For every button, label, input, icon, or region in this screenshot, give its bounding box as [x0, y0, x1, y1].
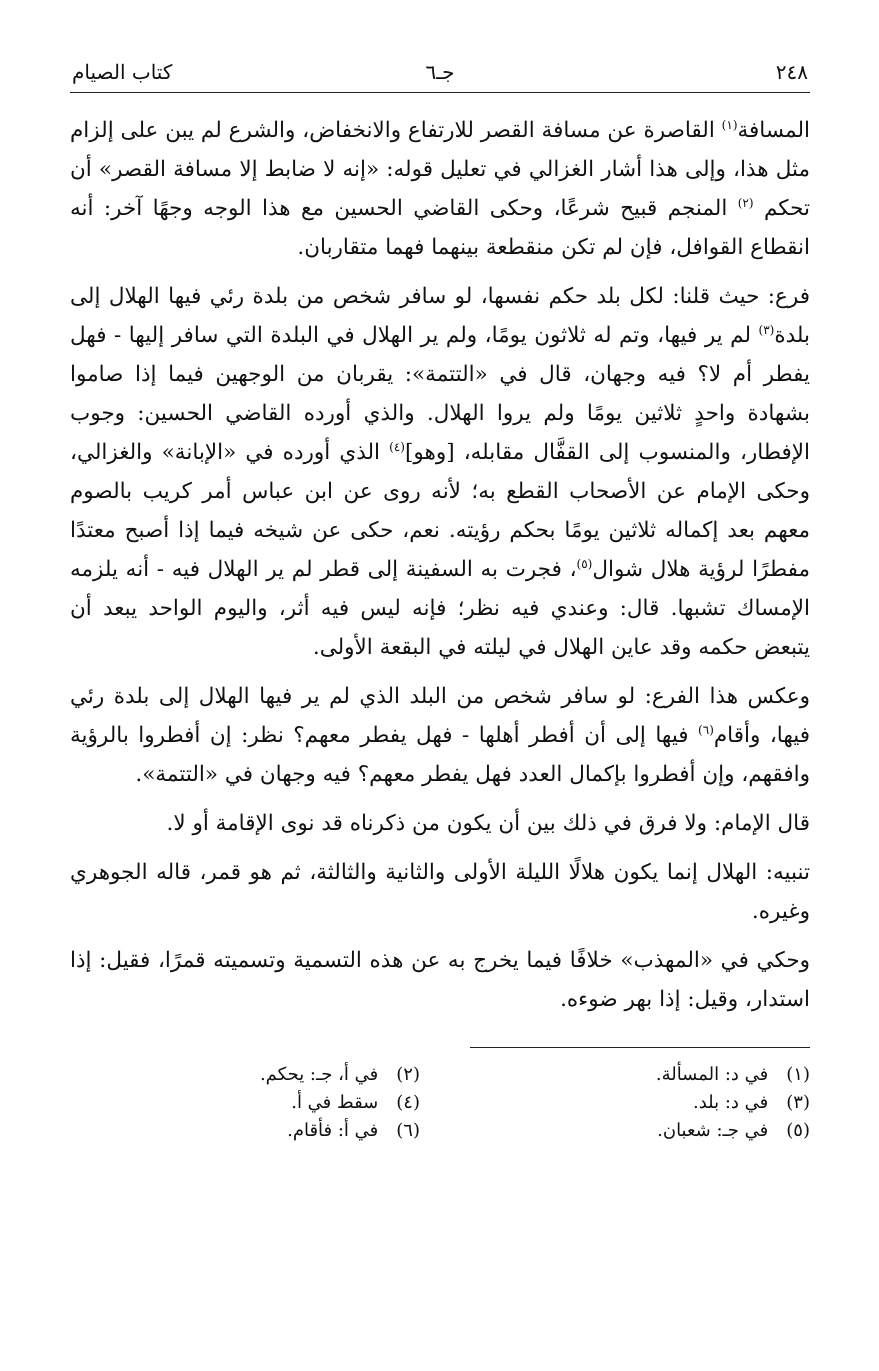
- paragraph: [70, 941, 810, 1019]
- footnote-number: (٣): [786, 1092, 810, 1113]
- text-segment: المنجم قبيح شرعًا، وحكى القاضي الحسين مع هذا الوجه وجهًا آخر: أنه انقطاع القوافل، فإن لم تكن منقطعة بينهما فهما متقاربان.: [70, 196, 810, 260]
- footnote-reference: (٣): [758, 322, 775, 337]
- footnote-text: في أ، جـ: يحكم.: [259, 1064, 379, 1085]
- footnote-number: (٢): [396, 1064, 420, 1085]
- footnote-reference: (٢): [737, 195, 754, 210]
- text-segment: ، فجرت به السفينة إلى قطر لم ير الهلال فيه - أنه يلزمه الإمساك تشبها. قال: وعندي فيه نظر؛ فإنه ليس فيه أثر، واليوم الواحد يبعد أن يتبعض حكمه وقد عاين الهلال في ليلته في البقعة الأولى.: [70, 557, 810, 660]
- text-segment: فيها إلى أن أفطر أهلها - فهل يفطر معهم؟ نظر: إن أفطروا بالرؤية وافقهم، وإن أفطروا بإكمال العدد فهل يفطر معهم؟ فيه وجهان في «التتمة».: [70, 723, 810, 787]
- paragraph: [70, 853, 810, 931]
- text-segment: قال الإمام: ولا فرق في ذلك بين أن يكون من ذكرناه قد نوى الإقامة أو لا.: [166, 811, 810, 836]
- footnote-number: (٥): [786, 1120, 810, 1141]
- footnote-text: في د: بلد.: [692, 1092, 769, 1113]
- footnote-reference: (٦): [698, 722, 714, 737]
- footnote-reference: (٤): [389, 439, 405, 454]
- footnote-divider: [470, 1047, 810, 1048]
- paragraph: [70, 677, 810, 794]
- paragraph: [70, 804, 810, 843]
- page-number: ٢٤٨: [775, 60, 808, 84]
- footnote-text: في أ: فأقام.: [287, 1120, 379, 1141]
- paragraph: [70, 111, 810, 267]
- text-segment: فرع: حيث قلنا: لكل بلد حكم نفسها، لو سافر شخص من بلدة رئي فيها الهلال إلى بلدة: [70, 284, 810, 348]
- footnote-item: [460, 1118, 810, 1144]
- footnote-text: سقط في أ.: [291, 1092, 379, 1113]
- footnote-number: (٤): [396, 1092, 420, 1113]
- footnote-text: في د: المسألة.: [655, 1064, 769, 1085]
- footnote-reference: (٥): [576, 556, 593, 571]
- book-title: كتاب الصيام: [72, 60, 173, 84]
- page-header: [70, 52, 810, 93]
- text-segment: المسافة: [737, 118, 810, 143]
- footnote-number: (١): [786, 1064, 810, 1085]
- text-segment: الذي أورده في «الإبانة» والغزالي، وحكى الإمام عن الأصحاب القطع به؛ لأنه روى عن ابن عباس أمر كريب بالصوم معهم بعد إكماله ثلاثين يومًا بحكم رؤيته. نعم، حكى عن شيخه فيما إذا أصبح معتدًا مفطرًا لرؤية هلال شوال: [70, 440, 810, 582]
- text-segment: لم ير فيها، وتم له ثلاثون يومًا، ولم ير الهلال في البلدة التي سافر إليها - فهل يفطر أم لا؟ فيه وجهان، قال في «التتمة»: يقربان من الوجهين فيما إذا صاموا بشهادة واحدٍ ثلاثين يومًا ولم يروا الهلال. والذي أورده القاضي الحسين: وجوب الإفطار، والمنسوب إلى القفَّال مقابله، [وهو]: [70, 323, 810, 465]
- footnote-item: [70, 1062, 420, 1088]
- text-segment: تنبيه: الهلال إنما يكون هلالًا الليلة الأولى والثانية والثالثة، ثم هو قمر، قاله الجوهري وغيره.: [70, 860, 810, 924]
- footnotes: [70, 1062, 810, 1144]
- volume-label: جـ٦: [425, 60, 455, 84]
- text-segment: القاصرة عن مسافة القصر للارتفاع والانخفاض، والشرع لم يبن على إلزام مثل هذا، وإلى هذا أشار الغزالي في تعليل قوله: «إنه لا ضابط إلا مسافة القصر» أن تحكم: [70, 118, 810, 221]
- main-text: [70, 111, 810, 1019]
- footnote-item: [460, 1090, 810, 1116]
- book-page: [70, 52, 810, 1342]
- footnote-item: [460, 1062, 810, 1088]
- text-segment: وعكس هذا الفرع: لو سافر شخص من البلد الذي لم ير فيها الهلال إلى بلدة رئي فيها، وأقام: [70, 684, 810, 748]
- footnote-reference: (١): [721, 117, 738, 132]
- paragraph: [70, 277, 810, 667]
- footnote-item: [70, 1118, 420, 1144]
- text-segment: وحكي في «المهذب» خلافًا فيما يخرج به عن هذه التسمية وتسميته قمرًا، فقيل: إذا استدار، وقيل: إذا بهر ضوءه.: [70, 948, 810, 1012]
- footnote-text: في جـ: شعبان.: [657, 1120, 769, 1141]
- footnote-item: [70, 1090, 420, 1116]
- footnote-number: (٦): [396, 1120, 420, 1141]
